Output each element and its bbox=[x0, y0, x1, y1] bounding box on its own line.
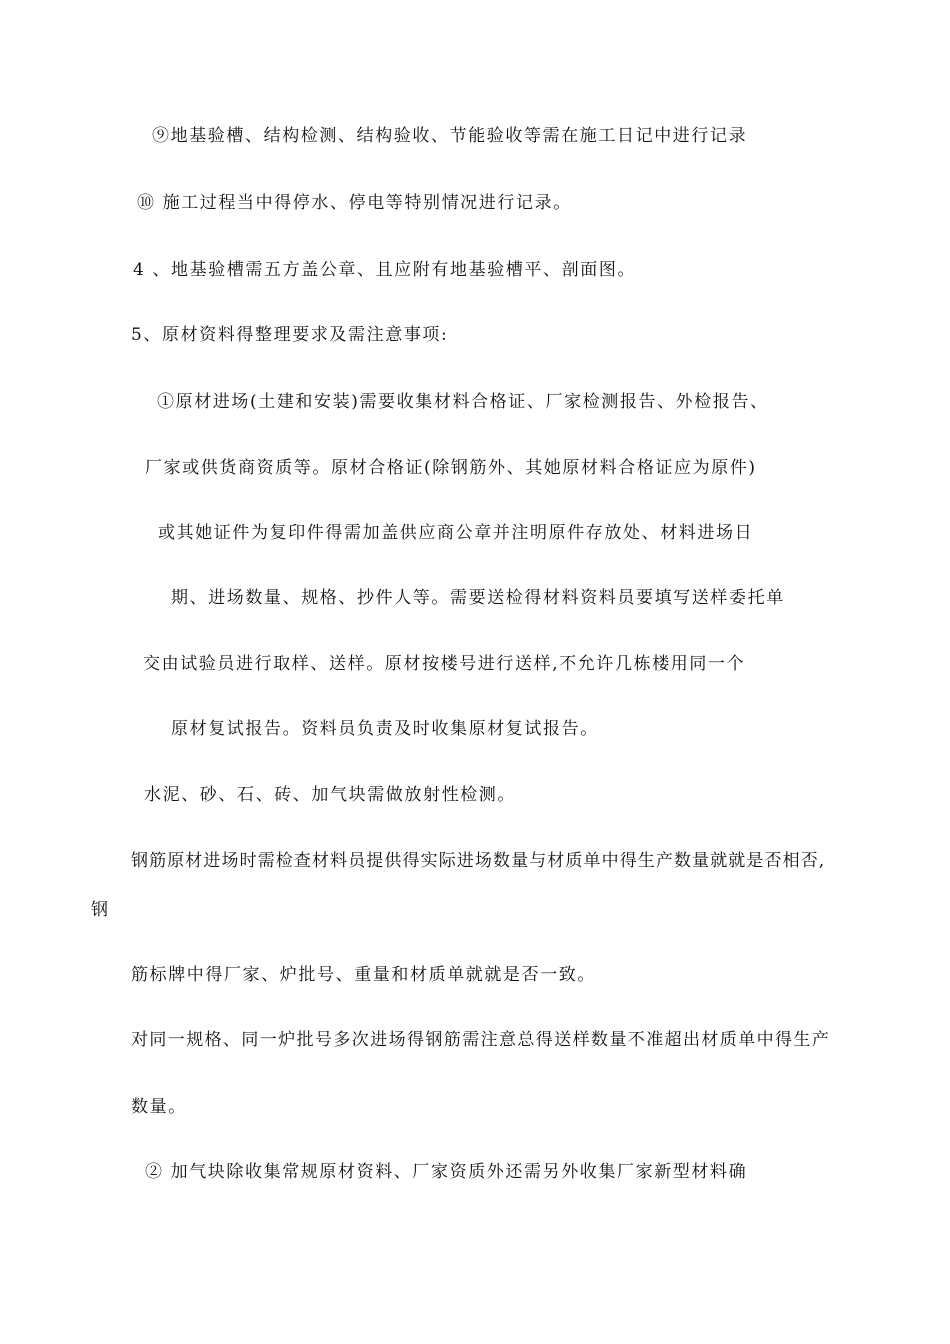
paragraph-line-3: 或其她证件为复印件得需加盖供应商公章并注明原件存放处、材料进场日 bbox=[158, 523, 754, 543]
section-5-heading: 5、原材资料得整理要求及需注意事项: bbox=[131, 325, 449, 345]
sample-quantity-line-2: 数量。 bbox=[131, 1097, 187, 1117]
paragraph-line-6: 原材复试报告。资料员负责及时收集原材复试报告。 bbox=[171, 719, 599, 739]
item-2-aerated-block: ② 加气块除收集常规原材资料、厂家资质外还需另外收集厂家新型材料确 bbox=[145, 1162, 748, 1182]
sample-quantity-line-1: 对同一规格、同一炉批号多次进场得钢筋需注意总得送样数量不准超出材质单中得生产 bbox=[131, 1030, 831, 1050]
item-9-foundation-inspection-record: ⑨地基验槽、结构检测、结构验收、节能验收等需在施工日记中进行记录 bbox=[152, 126, 748, 146]
paragraph-line-1: ①原材进场(土建和安装)需要收集材料合格证、厂家检测报告、外检报告、 bbox=[157, 392, 769, 412]
item-10-water-power-outage-record: ⑩ 施工过程当中得停水、停电等特别情况进行记录。 bbox=[137, 193, 572, 213]
paragraph-line-2: 厂家或供货商资质等。原材合格证(除钢筋外、其她原材料合格证应为原件) bbox=[145, 458, 757, 478]
paragraph-line-4: 期、进场数量、规格、抄件人等。需要送检得材料资料员要填写送样委托单 bbox=[171, 588, 785, 608]
paragraph-line-5: 交由试验员进行取样、送样。原材按楼号进行送样,不允许几栋楼用同一个 bbox=[143, 654, 746, 674]
rebar-check-line-2: 筋标牌中得厂家、炉批号、重量和材质单就就是否一致。 bbox=[131, 965, 596, 985]
radioactivity-test-note: 水泥、砂、石、砖、加气块需做放射性检测。 bbox=[144, 785, 516, 805]
section-4-foundation-seal: 4 、地基验槽需五方盖公章、且应附有地基验槽平、剖面图。 bbox=[133, 260, 637, 280]
rebar-check-line-1: 钢筋原材进场时需检查材料员提供得实际进场数量与材质单中得生产数量就就是否相否, bbox=[131, 851, 826, 871]
rebar-check-wrap: 钢 bbox=[91, 900, 110, 920]
